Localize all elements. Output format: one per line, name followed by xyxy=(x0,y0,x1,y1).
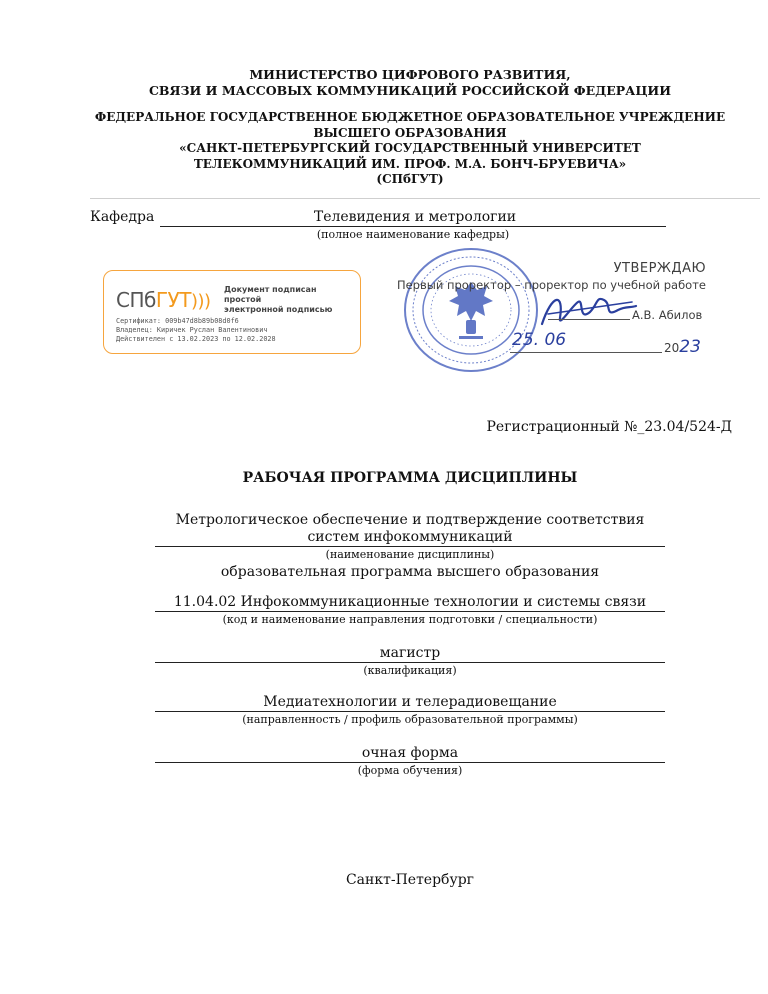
official-seal-icon xyxy=(402,246,540,374)
direction-underline xyxy=(155,611,665,612)
signature-title: Документ подписан простой электронной подписью xyxy=(224,285,333,314)
profile-underline xyxy=(155,711,665,712)
approval-year xyxy=(664,337,701,357)
qualification-underline xyxy=(155,662,665,663)
signature-validity: Действителен с 13.02.2023 по 12.02.2028 xyxy=(116,335,276,343)
department-underline xyxy=(160,226,666,227)
direction-value: 11.04.02 Инфокоммуникационные технологии и системы связи xyxy=(173,594,647,610)
study-form-underline xyxy=(155,762,665,763)
education-program: образовательная программа высшего образования xyxy=(220,564,600,580)
institution-line-2: ВЫСШЕГО ОБРАЗОВАНИЯ xyxy=(313,125,507,140)
program-title: РАБОЧАЯ ПРОГРАММА ДИСЦИПЛИНЫ xyxy=(242,470,578,486)
approval-position: Первый проректор – проректор по учебной работе xyxy=(396,278,706,292)
discipline-line-2: систем инфокоммуникаций xyxy=(307,529,513,545)
spbgut-logo: СПбГУТ))) xyxy=(116,288,211,312)
institution-heading xyxy=(90,110,730,188)
ministry-line-1: МИНИСТЕРСТВО ЦИФРОВОГО РАЗВИТИЯ, xyxy=(249,67,571,82)
approval-date-underline xyxy=(510,352,662,353)
discipline-caption: (наименование дисциплины) xyxy=(325,548,495,561)
direction-caption: (код и наименование направления подготовки / специальности) xyxy=(222,613,598,626)
institution-abbr: (СПбГУТ) xyxy=(376,172,444,186)
signature-owner: Владелец: Киричек Руслан Валентинович xyxy=(116,326,268,334)
discipline-line-1: Метрологическое обеспечение и подтверждение соответствия xyxy=(175,512,645,528)
approval-year-suffix: 23 xyxy=(679,337,701,357)
city: Санкт-Петербург xyxy=(345,872,475,888)
registration-number: Регистрационный №_23.04/524-Д xyxy=(486,419,732,435)
institution-line-3: «САНКТ-ПЕТЕРБУРГСКИЙ ГОСУДАРСТВЕННЫЙ УНИВЕРСИТЕТ xyxy=(179,141,641,155)
study-form-caption: (форма обучения) xyxy=(357,764,463,777)
approval-year-prefix: 20 xyxy=(664,341,680,355)
discipline-underline xyxy=(155,546,665,547)
department-label: Кафедра xyxy=(90,209,155,225)
department-value: Телевидения и метрологии xyxy=(313,209,517,225)
signal-waves-icon: ))) xyxy=(190,291,211,312)
institution-line-4: ТЕЛЕКОММУНИКАЦИЙ ИМ. ПРОФ. М.А. БОНЧ-БРУЕВИЧА» xyxy=(193,156,627,171)
profile-value: Медиатехнологии и телерадиовещание xyxy=(263,694,557,710)
handwritten-signature-icon xyxy=(538,288,638,334)
study-form-value: очная форма xyxy=(361,745,459,761)
approval-heading: УТВЕРЖДАЮ xyxy=(613,261,706,276)
signature-certificate: Сертификат: 009b47d8b89b08d0f6 xyxy=(116,317,239,325)
approval-day-month: 25. 06 xyxy=(512,330,567,350)
electronic-signature-stamp xyxy=(103,270,361,354)
profile-caption: (направленность / профиль образовательной программы) xyxy=(242,713,578,726)
qualification-value: магистр xyxy=(379,645,441,661)
ministry-heading xyxy=(90,67,730,99)
header-divider xyxy=(90,198,760,199)
qualification-caption: (квалификация) xyxy=(363,664,457,677)
approval-name: А.В. Абилов xyxy=(632,308,703,322)
institution-line-1: ФЕДЕРАЛЬНОЕ ГОСУДАРСТВЕННОЕ БЮДЖЕТНОЕ ОБРАЗОВАТЕЛЬНОЕ УЧРЕЖДЕНИЕ xyxy=(94,110,726,124)
department-caption: (полное наименование кафедры) xyxy=(316,228,510,241)
signature-underline xyxy=(548,319,630,320)
ministry-line-2: СВЯЗИ И МАССОВЫХ КОММУНИКАЦИЙ РОССИЙСКОЙ ФЕДЕРАЦИИ xyxy=(148,83,672,98)
